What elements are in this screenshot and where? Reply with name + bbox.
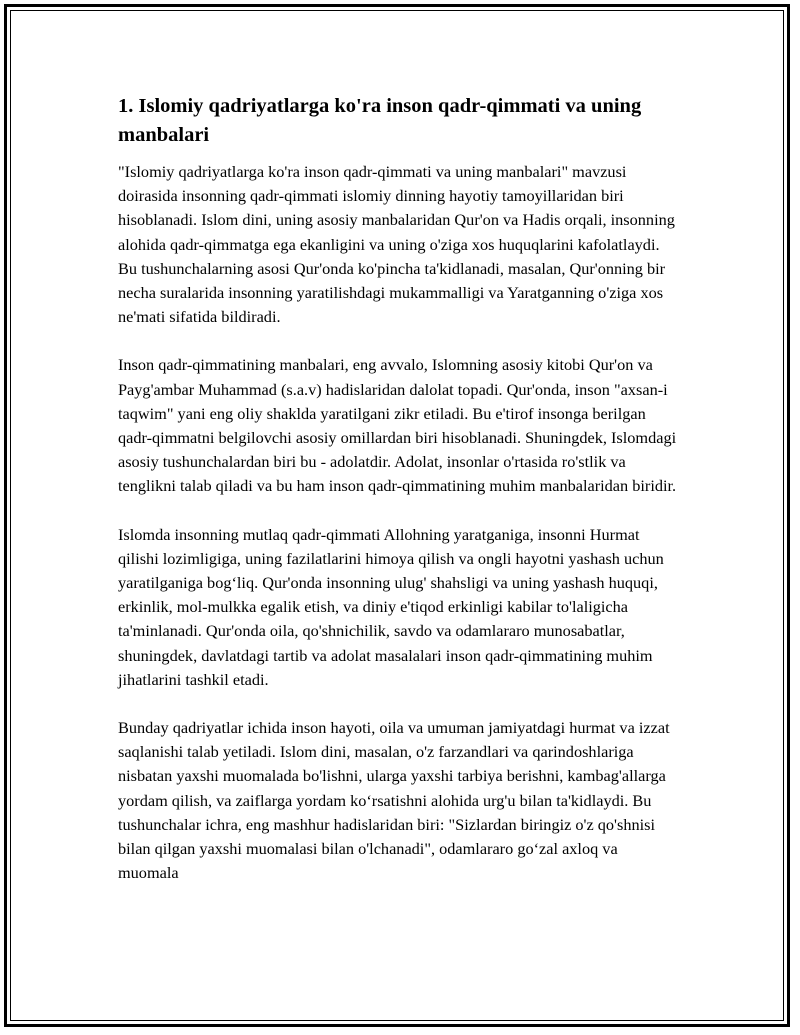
document-body [118,92,678,909]
paragraph-1: "Islomiy qadriyatlarga ko'ra inson qadr-qimmati va uning manbalari" mavzusi doirasida insonning qadr-qimmati islomiy dinning hayotiy tamoyillaridan biri hisoblanadi. Islom dini, uning asosiy manbalaridan Qur'on va Hadis orqali, insonning alohida qadr-qimmatga ega ekanligini va uning o'ziga xos huquqlarini kafolatlaydi. Bu tushunchalarning asosi Qur'onda ko'pincha ta'kidlanadi, masalan, Qur'onning bir necha suralarida insonning yaratilishdagi mukammalligi va Yaratganning o'ziga xos ne'mati sifatida bildiradi. [118,162,675,327]
section-heading: 1. Islomiy qadriyatlarga ko'ra inson qadr-qimmati va uning manbalari [118,95,642,146]
paragraph-2: Inson qadr-qimmatining manbalari, eng avvalo, Islomning asosiy kitobi Qur'on va Payg'ambar Muhammad (s.a.v) hadislaridan dalolat topadi. Qur'onda, inson "axsan-i taqwim" yani eng oliy shaklda yaratilgani zikr etiladi. Bu e'tirof insonga berilgan qadr-qimmatni belgilovchi asosiy omillardan biri hisoblanadi. Shuningdek, Islomdagi asosiy tushunchalardan biri bu - adolatdir. Adolat, insonlar o'rtasida ro'stlik va tenglikni talab qiladi va bu ham inson qadr-qimmatining muhim manbalaridan biridir. [118,355,677,496]
paragraph-4: Bunday qadriyatlar ichida inson hayoti, oila va umuman jamiyatdagi hurmat va izzat saqlanishi talab yetiladi. Islom dini, masalan, o'z farzandlari va qarindoshlariga nisbatan yaxshi muomalada bo'lishni, ularga yaxshi tarbiya berishni, kambag'allarga yordam qilish, va zaiflarga yordam ko‘rsatishni alohida urg'u bilan ta'kidlaydi. Bu tushunchalar ichra, eng mashhur hadislaridan biri: "Sizlardan biringiz o'z qo'shnisi bilan qilgan yaxshi muomalasi bilan o'lchanadi", odamlararo go‘zal axloq va muomala [118,718,670,883]
paragraph-3: Islomda insonning mutlaq qadr-qimmati Allohning yaratganiga, insonni Hurmat qilishi lozimligiga, uning fazilatlarini himoya qilish va ongli hayotni yashash uchun yaratilganiga bog‘liq. Qur'onda insonning ulug' shahsligi va uning yashash huquqi, erkinlik, mol-mulkka egalik etish, va diniy e'tiqod erkinligi kabilar to'laligicha ta'minlanadi. Qur'onda oila, qo'shnichilik, savdo va odamlararo munosabatlar, shuningdek, davlatdagi tartib va adolat masalalari inson qadr-qimmatining muhim jihatlarini tashkil etadi. [118,524,664,689]
